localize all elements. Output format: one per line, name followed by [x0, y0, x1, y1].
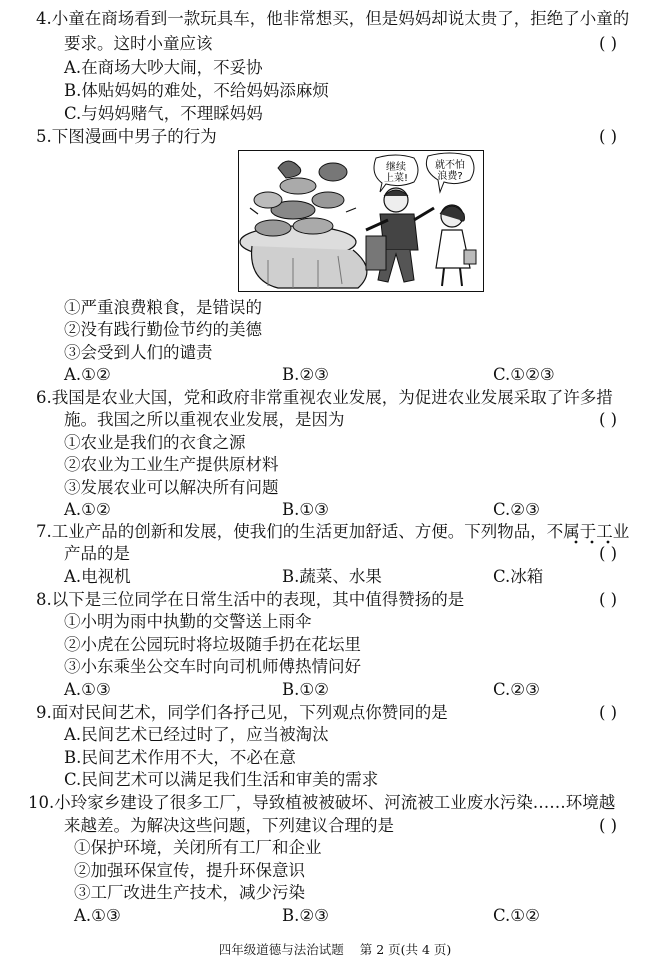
q6-statement-3: ③发展农业可以解决所有问题 [64, 478, 279, 497]
q10-choice-a[interactable]: A.①③ [74, 906, 121, 925]
q8-choice-c[interactable]: C.②③ [493, 680, 540, 699]
q7-stem-line-1: 7.工业产品的创新和发展，使我们的生活更加舒适、方便。下列物品，不属于工业 [36, 522, 630, 541]
footer-page-number: 第 2 页(共 4 页) [359, 942, 452, 957]
cartoon-bubble-woman-line-2: 浪费? [437, 171, 463, 182]
q6-stem-line-2: 施。我国之所以重视农业发展，是因为 [64, 410, 345, 429]
q9-option-a[interactable]: A.民间艺术已经过时了，应当被淘汰 [64, 725, 329, 744]
q4-option-a[interactable]: A.在商场大吵大闹，不妥协 [64, 58, 263, 77]
q6-statement-1: ①农业是我们的衣食之源 [64, 433, 246, 452]
cartoon-bubble-woman-line-1: 就不怕 [435, 160, 465, 171]
q8-choice-a[interactable]: A.①③ [64, 680, 111, 699]
q8-stem: 8.以下是三位同学在日常生活中的表现，其中值得赞扬的是 [36, 590, 465, 609]
q8-statement-2: ②小虎在公园玩时将垃圾随手扔在花坛里 [64, 635, 361, 654]
q5-statement-2: ②没有践行勤俭节约的美德 [64, 320, 262, 339]
q4-option-c[interactable]: C.与妈妈赌气，不理睬妈妈 [64, 104, 263, 123]
q5-choice-b[interactable]: B.②③ [282, 365, 329, 384]
q4-stem-line-2: 要求。这时小童应该 [64, 34, 213, 53]
q6-choice-b[interactable]: B.①③ [282, 500, 329, 519]
cartoon-bubble-man-line-2: 上菜! [383, 173, 409, 184]
q8-statement-3: ③小东乘坐公交车时向司机师傅热情问好 [64, 657, 361, 676]
q7-choice-a[interactable]: A.电视机 [64, 567, 131, 586]
q5-answer-paren[interactable]: ( ) [599, 127, 618, 146]
q5-stem: 5.下图漫画中男子的行为 [36, 127, 217, 146]
q4-answer-paren[interactable]: ( ) [599, 34, 618, 53]
q6-answer-paren[interactable]: ( ) [599, 410, 618, 429]
q7-answer-paren[interactable]: ( ) [599, 544, 618, 563]
q5-choice-a[interactable]: A.①② [64, 365, 111, 384]
q10-stem-line-1: 10.小玲家乡建设了很多工厂，导致植被被破坏、河流被工业废水污染……环境越 [28, 793, 616, 812]
q5-statement-3: ③会受到人们的谴责 [64, 343, 213, 362]
q9-option-b[interactable]: B.民间艺术作用不大，不必在意 [64, 748, 296, 767]
q9-option-c[interactable]: C.民间艺术可以满足我们生活和审美的需求 [64, 770, 379, 789]
q7-choice-c[interactable]: C.冰箱 [493, 567, 544, 586]
q10-choice-b[interactable]: B.②③ [282, 906, 329, 925]
q10-statement-2: ②加强环保宣传，提升环保意识 [74, 861, 305, 880]
q6-choice-a[interactable]: A.①② [64, 500, 111, 519]
q10-statement-3: ③工厂改进生产技术，减少污染 [74, 883, 305, 902]
q7-stem-line-2: 产品的是 [64, 544, 130, 563]
q8-answer-paren[interactable]: ( ) [599, 590, 618, 609]
q10-choice-c[interactable]: C.①② [493, 906, 540, 925]
footer-title: 四年级道德与法治试题 [218, 942, 344, 957]
q5-choice-c[interactable]: C.①②③ [493, 365, 555, 384]
q6-stem-line-1: 6.我国是农业大国，党和政府非常重视农业发展，为促进农业发展采取了许多措 [36, 388, 613, 407]
q10-answer-paren[interactable]: ( ) [599, 816, 618, 835]
cartoon-bubble-man-line-1: 继续 [386, 162, 406, 173]
q8-choice-b[interactable]: B.①② [282, 680, 329, 699]
q4-stem-line-1: 4.小童在商场看到一款玩具车，他非常想买，但是妈妈却说太贵了，拒绝了小童的 [36, 9, 630, 28]
q6-choice-c[interactable]: C.②③ [493, 500, 540, 519]
q10-statement-1: ①保护环境，关闭所有工厂和企业 [74, 838, 322, 857]
q10-stem-line-2: 来越差。为解决这些问题，下列建议合理的是 [64, 816, 394, 835]
q9-stem: 9.面对民间艺术，同学们各抒己见，下列观点你赞同的是 [36, 703, 448, 722]
q7-choice-b[interactable]: B.蔬菜、水果 [282, 567, 382, 586]
q6-statement-2: ②农业为工业生产提供原材料 [64, 455, 279, 474]
page-footer [0, 942, 670, 958]
q8-statement-1: ①小明为雨中执勤的交警送上雨伞 [64, 612, 312, 631]
q4-option-b[interactable]: B.体贴妈妈的难处，不给妈妈添麻烦 [64, 81, 329, 100]
cartoon-image [238, 150, 484, 292]
q9-answer-paren[interactable]: ( ) [599, 703, 618, 722]
q5-statement-1: ①严重浪费粮食，是错误的 [64, 298, 262, 317]
